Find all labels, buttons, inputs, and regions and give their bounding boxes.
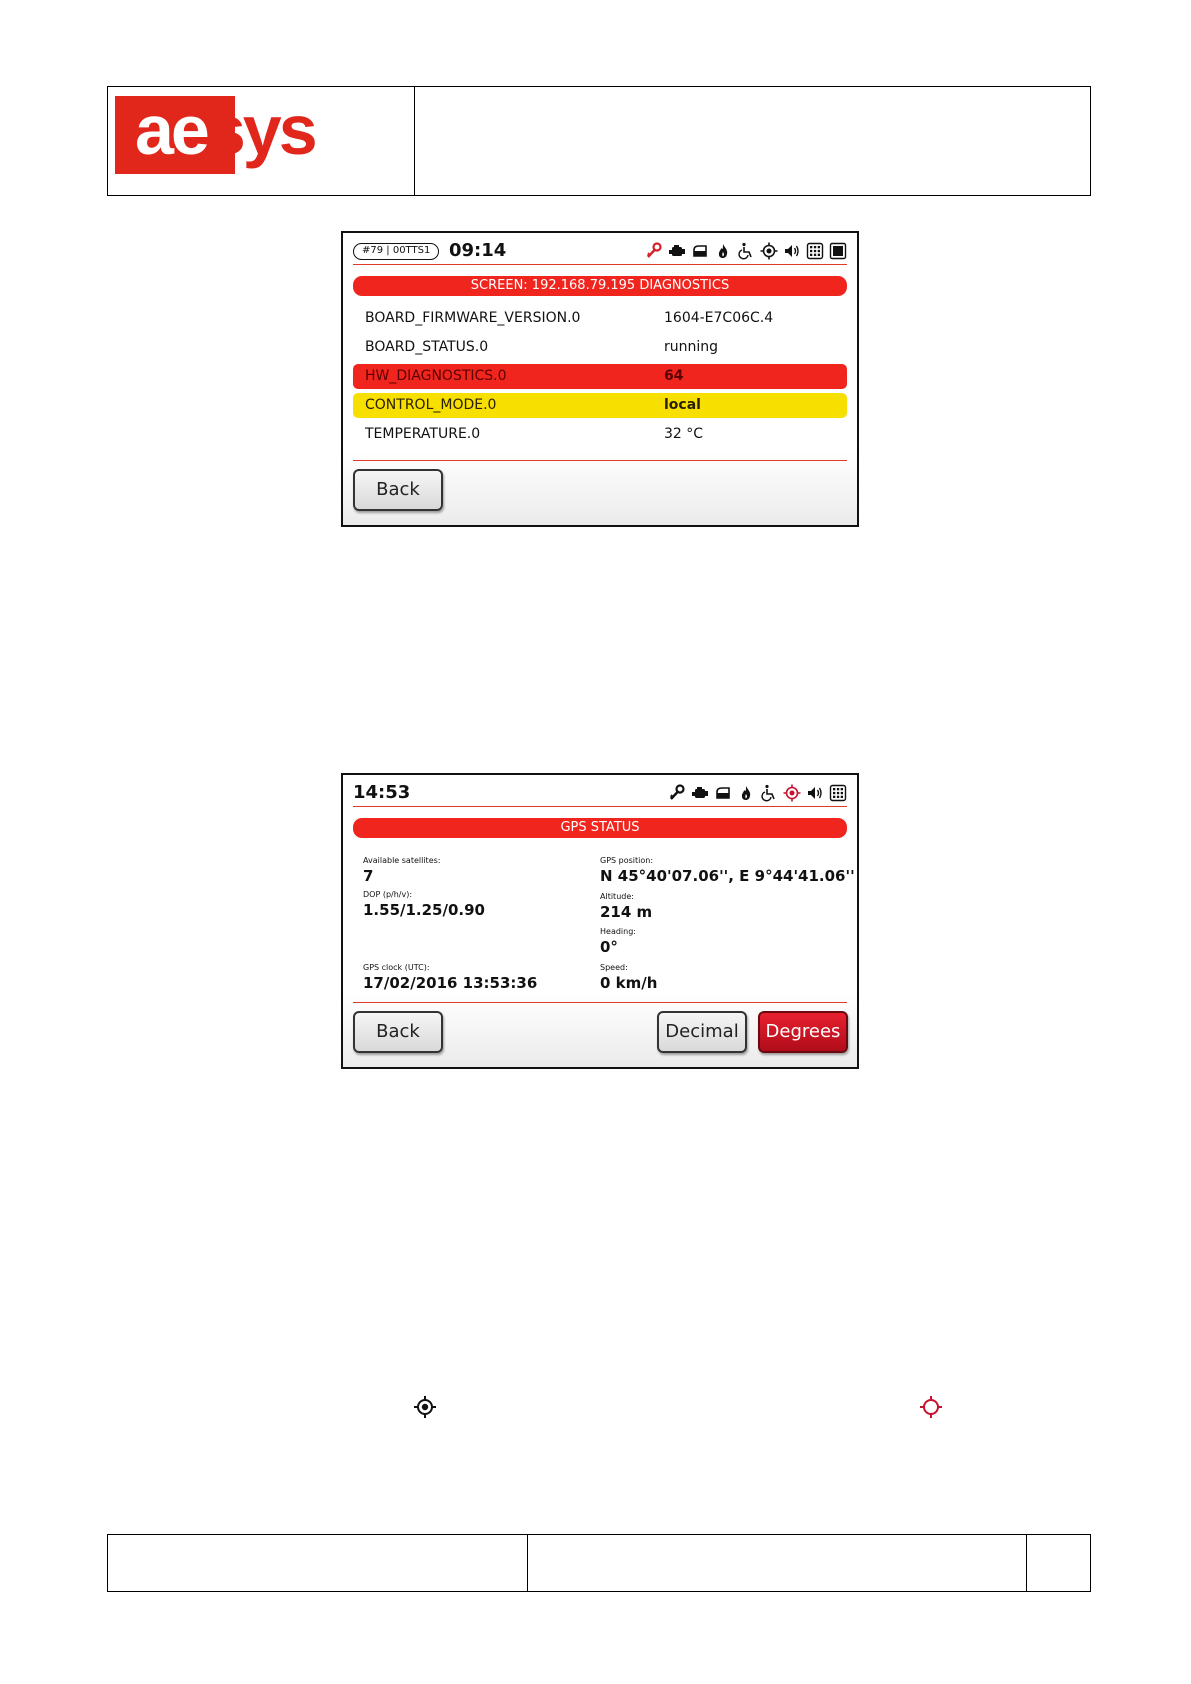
screen-banner: SCREEN: 192.168.79.195 DIAGNOSTICS [353,276,847,296]
engine-icon[interactable] [668,242,686,260]
dop-field [363,889,485,920]
wheelchair-icon[interactable] [737,242,755,260]
footer-cell [108,1535,528,1591]
document-footer [107,1534,1091,1592]
row-value: 1604-E7C06C.4 [664,310,774,326]
vehicle-badge: #79 | 00TTS1 [353,243,439,260]
gps-status-screen [341,773,859,1069]
field-label: Altitude: [600,892,634,901]
gps-icon-active[interactable] [783,784,801,802]
status-icons [668,784,847,802]
document-header [107,86,1091,196]
fire-icon[interactable] [737,784,755,802]
back-button[interactable]: Back [353,1011,443,1053]
diagnostics-list [353,306,847,451]
diagnostics-row[interactable] [353,335,847,360]
field-value: 0° [600,938,618,956]
status-bar [353,239,847,265]
field-label: GPS clock (UTC): [363,963,430,972]
display-icon[interactable] [829,242,847,260]
row-key: TEMPERATURE.0 [365,426,481,442]
speaker-icon[interactable] [806,784,824,802]
diagnostics-row-error[interactable] [353,364,847,389]
door-icon[interactable] [691,242,709,260]
status-icons [645,242,847,260]
altitude-field [600,891,652,922]
field-label: DOP (p/h/v): [363,890,413,899]
row-value: 64 [664,368,684,384]
field-label: Speed: [600,963,628,972]
gps-position-field [600,855,855,886]
field-value: 17/02/2016 13:53:36 [363,974,538,992]
gps-clock-field [363,962,537,993]
status-bar [353,781,847,807]
aesys-logo: aesys [115,96,375,174]
fire-icon[interactable] [714,242,732,260]
row-value: 32 °C [664,426,704,442]
divider [353,460,847,461]
back-button[interactable]: Back [353,469,443,511]
field-value: 214 m [600,903,653,921]
field-label: Available satellites: [363,856,441,865]
row-key: BOARD_FIRMWARE_VERSION.0 [365,310,581,326]
footer-cell [528,1535,1027,1591]
diagnostics-row-warning[interactable] [353,393,847,418]
field-value: 0 km/h [600,974,658,992]
row-value: local [664,397,701,413]
decimal-button[interactable]: Decimal [657,1011,747,1053]
speaker-icon[interactable] [783,242,801,260]
speed-field [600,962,657,993]
diagnostics-screen [341,231,859,527]
diagnostics-row[interactable] [353,306,847,331]
engine-icon[interactable] [691,784,709,802]
door-icon[interactable] [714,784,732,802]
header-title-cell [415,87,1090,195]
row-key: BOARD_STATUS.0 [365,339,489,355]
field-value: N 45°40'07.06'', E 9°44'41.06'' [600,867,855,885]
clock: 14:53 [353,782,411,803]
screen-banner: GPS STATUS [353,818,847,838]
field-label: GPS position: [600,856,654,865]
footer-cell [1027,1535,1090,1591]
clock: 09:14 [449,240,507,261]
field-value: 7 [363,867,374,885]
key-icon[interactable] [645,242,663,260]
heading-field [600,926,636,957]
key-icon[interactable] [668,784,686,802]
diagnostics-row[interactable] [353,422,847,447]
logo-cell [108,87,415,195]
divider [353,1002,847,1003]
gps-inactive-icon [413,1395,437,1419]
available-satellites-field [363,855,440,886]
field-value: 1.55/1.25/0.90 [363,901,485,919]
field-label: Heading: [600,927,636,936]
degrees-button[interactable]: Degrees [758,1011,848,1053]
gps-icon[interactable] [760,242,778,260]
row-value: running [664,339,719,355]
row-key: HW_DIAGNOSTICS.0 [365,368,507,384]
keypad-icon[interactable] [806,242,824,260]
gps-fix-icon [919,1395,943,1419]
keypad-icon[interactable] [829,784,847,802]
wheelchair-icon[interactable] [760,784,778,802]
row-key: CONTROL_MODE.0 [365,397,497,413]
